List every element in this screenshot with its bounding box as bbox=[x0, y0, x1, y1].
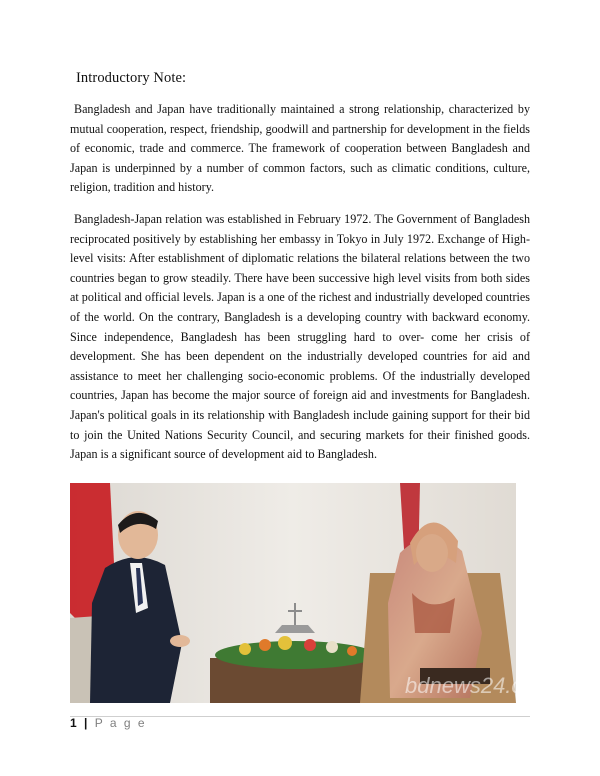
page-heading: Introductory Note: bbox=[76, 70, 187, 86]
page-number: 1 bbox=[70, 716, 77, 730]
page-label: P a g e bbox=[94, 716, 147, 730]
page-footer bbox=[70, 716, 147, 730]
photo-watermark: bdnews24.com bbox=[405, 673, 553, 698]
diplomatic-meeting-photo bbox=[70, 483, 553, 703]
paragraph-intro: Bangladesh and Japan have traditionally maintained a strong relationship, characterized by mutual cooperation, respect, friendship, goodwill and partnership for development in the fields of economic, trade and commerce. The framework of cooperation between Bangladesh and Japan is underpinned by a number of common factors, such as climatic conditions, culture, religion, tradition and history. bbox=[70, 102, 530, 195]
paragraph-relations: Bangladesh-Japan relation was established in February 1972. The Government of Bangladesh reciprocated positively by establishing her embassy in Tokyo in July 1972. Exchange of High-level visits: After establishment of diplomatic relations the bilateral relations between the two countries began to grow steadily. There have been successive high level visits from both sides at political and official levels. Japan is a one of the richest and industrially developed countries of the world. On the contrary, Bangladesh is a developing country with backward economy. Since independence, Bangladesh has been struggling hard to over- come her crisis of development. She has been dependent on the industrially developed countries for aid and assistance to meet her challenging socio-economic problems. Of the industrially developed countries, Japan has become the major source of foreign aid and investments for Bangladesh. Japan's political goals in its relationship with Bangladesh include gaining support for their bid to join the United Nations Security Council, and securing markets for their finished goods. Japan is a significant source of development aid to Bangladesh. bbox=[70, 212, 530, 462]
footer-separator: | bbox=[84, 716, 88, 730]
